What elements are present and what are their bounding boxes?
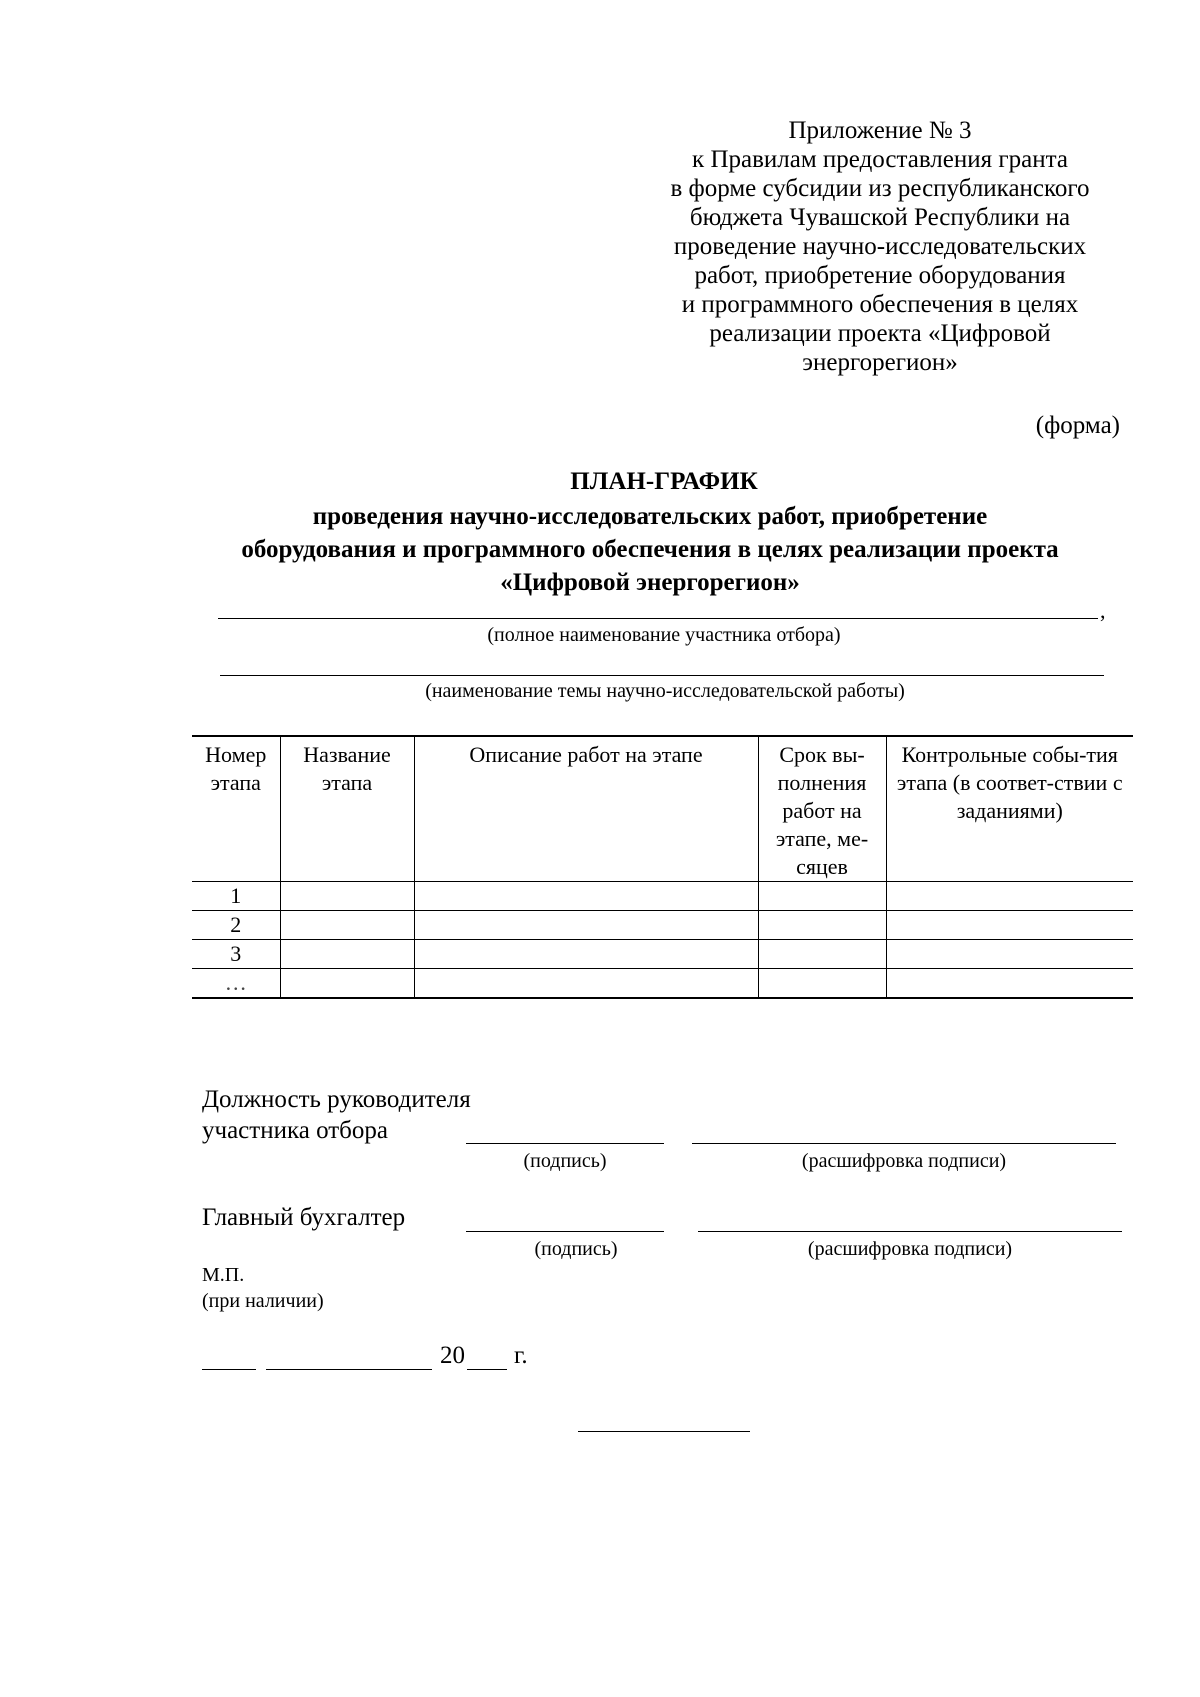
stage-number-cell: … [192, 969, 280, 999]
table-row [192, 882, 1133, 911]
table-header-row [192, 736, 1133, 882]
control-events-cell[interactable] [886, 882, 1133, 911]
header-work-description: Описание работ на этапе [414, 736, 758, 882]
participant-caption: (полное наименование участника отбора) [487, 624, 841, 646]
appendix-line: к Правилам предоставления гранта [692, 146, 1068, 173]
date-year-suffix: г. [514, 1342, 528, 1369]
table-row [192, 911, 1133, 940]
head-signature-caption: (подпись) [523, 1150, 607, 1172]
control-events-cell[interactable] [886, 940, 1133, 969]
seal-label: М.П. [202, 1264, 245, 1286]
appendix-line: и программного обеспечения в целях [681, 291, 1079, 318]
duration-cell[interactable] [758, 940, 886, 969]
closing-separator [578, 1431, 750, 1432]
date-day-line[interactable] [202, 1369, 256, 1370]
work-description-cell[interactable] [414, 969, 758, 999]
accountant-signature-caption: (подпись) [534, 1238, 618, 1260]
date-month-line[interactable] [266, 1369, 432, 1370]
control-events-cell[interactable] [886, 969, 1133, 999]
topic-caption: (наименование темы научно-исследовательской работы) [425, 680, 905, 702]
table-row [192, 969, 1133, 999]
appendix-line: проведение научно-исследовательских [673, 233, 1087, 260]
stage-number-cell: 1 [192, 882, 280, 911]
appendix-block [640, 116, 1120, 377]
head-position-line: Должность руководителя [202, 1086, 471, 1113]
head-signature-line[interactable] [466, 1143, 664, 1144]
participant-comma: , [1100, 598, 1106, 623]
date-year-prefix: 20 [440, 1342, 465, 1369]
document-title: ПЛАН-ГРАФИК [570, 468, 758, 495]
head-position-line: участника отбора [202, 1117, 388, 1144]
appendix-line: бюджета Чувашской Республики на [689, 204, 1071, 231]
appendix-line: реализации проекта «Цифровой [709, 320, 1051, 347]
stage-number-cell: 3 [192, 940, 280, 969]
subtitle-line: «Цифровой энергорегион» [500, 569, 800, 596]
head-decoding-line[interactable] [692, 1143, 1116, 1144]
head-decoding-caption: (расшифровка подписи) [801, 1150, 1007, 1172]
table-row [192, 940, 1133, 969]
participant-name-line[interactable] [218, 618, 1098, 619]
accountant-signature-line[interactable] [466, 1231, 664, 1232]
appendix-line: Приложение № 3 [788, 117, 972, 144]
appendix-line: энергорегион» [802, 349, 958, 376]
duration-cell[interactable] [758, 969, 886, 999]
seal-note: (при наличии) [202, 1290, 324, 1312]
subtitle-line: оборудования и программного обеспечения в целях реализации проекта [241, 536, 1059, 563]
accountant-decoding-caption: (расшифровка подписи) [807, 1238, 1013, 1260]
appendix-line: работ, приобретение оборудования [694, 262, 1066, 289]
accountant-decoding-line[interactable] [698, 1231, 1122, 1232]
stage-number-cell: 2 [192, 911, 280, 940]
chief-accountant-label: Главный бухгалтер [202, 1204, 406, 1231]
duration-cell[interactable] [758, 911, 886, 940]
document-subtitle [200, 500, 1100, 599]
work-description-cell[interactable] [414, 911, 758, 940]
stage-name-cell[interactable] [280, 969, 414, 999]
work-description-cell[interactable] [414, 882, 758, 911]
form-label: (форма) [1035, 412, 1120, 439]
appendix-line: в форме субсидии из республиканского [670, 175, 1090, 202]
header-stage-name: Название этапа [280, 736, 414, 882]
stage-name-cell[interactable] [280, 940, 414, 969]
header-duration: Срок вы-полнения работ на этапе, ме-сяцев [758, 736, 886, 882]
header-stage-number: Номер этапа [192, 736, 280, 882]
duration-cell[interactable] [758, 882, 886, 911]
work-description-cell[interactable] [414, 940, 758, 969]
control-events-cell[interactable] [886, 911, 1133, 940]
topic-name-line[interactable] [220, 675, 1104, 676]
header-control-events: Контрольные собы-тия этапа (в соответ-ствии с заданиями) [886, 736, 1133, 882]
date-year-line[interactable] [467, 1369, 507, 1370]
subtitle-line: проведения научно-исследовательских работ, приобретение [312, 503, 988, 530]
stage-name-cell[interactable] [280, 911, 414, 940]
stage-name-cell[interactable] [280, 882, 414, 911]
head-position-label [202, 1084, 471, 1146]
stages-table [192, 735, 1133, 999]
